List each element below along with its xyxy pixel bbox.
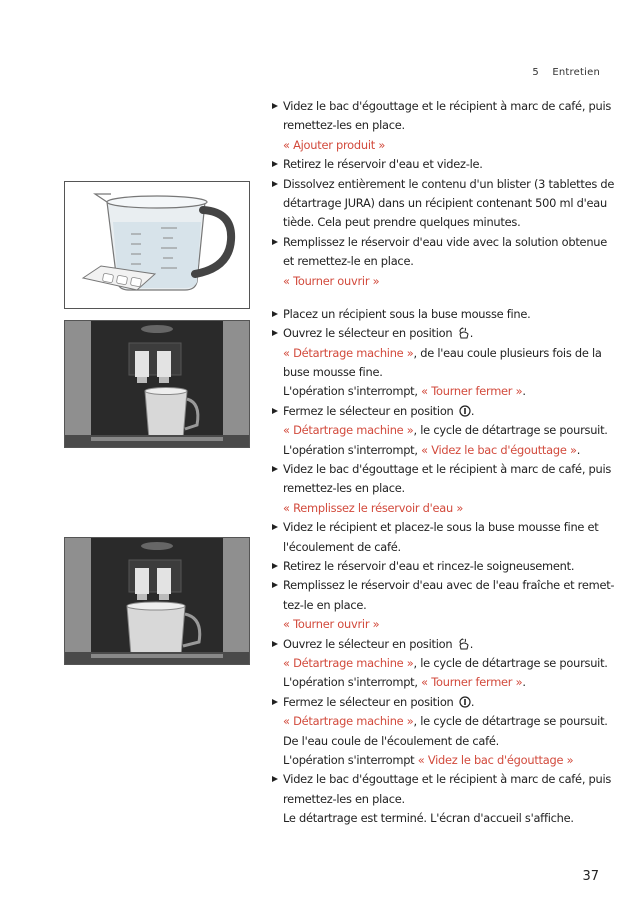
section-gap bbox=[271, 291, 601, 305]
step-text: L'opération s'interrompt bbox=[283, 752, 418, 767]
instruction-steps bbox=[271, 97, 615, 828]
display-message: « Videz le bac d'égouttage » bbox=[417, 752, 574, 767]
step-text: Videz le bac d'égouttage et le récipient à marc de café, puis bbox=[283, 99, 612, 113]
step-text: Videz le bac d'égouttage et le récipient à marc de café, puis bbox=[283, 772, 612, 787]
step-continuation bbox=[271, 116, 601, 135]
step-continuation bbox=[271, 252, 601, 271]
step-continuation bbox=[271, 213, 601, 232]
step-text: Ouvrez le sélecteur en position bbox=[283, 326, 456, 341]
step-text: . bbox=[522, 384, 526, 399]
display-message: « Tourner ouvrir » bbox=[283, 617, 380, 632]
step-text: Remplissez le réservoir d'eau vide avec la solution obtenue bbox=[283, 234, 608, 249]
step-text: Retirez le réservoir d'eau et videz-le. bbox=[283, 157, 483, 172]
bullet-step bbox=[271, 460, 612, 479]
step-text: , le cycle de détartrage se poursuit. bbox=[413, 423, 608, 438]
display-message: « Remplissez le réservoir d'eau » bbox=[283, 500, 464, 515]
step-text: buse mousse fine. bbox=[283, 365, 383, 380]
bullet-step bbox=[271, 770, 612, 789]
bullet-step bbox=[271, 305, 601, 324]
step-continuation bbox=[271, 382, 601, 401]
step-continuation bbox=[271, 790, 601, 809]
section-title: Entretien bbox=[552, 67, 600, 78]
step-continuation bbox=[271, 615, 601, 634]
bullet-step bbox=[271, 97, 612, 116]
step-text: Remplissez le réservoir d'eau avec de l'eau fraîche et remet- bbox=[283, 578, 615, 593]
display-message: « Tourner fermer » bbox=[421, 675, 523, 690]
coffee-machine-illustration bbox=[65, 321, 249, 447]
step-text: remettez-les en place. bbox=[283, 481, 405, 496]
step-continuation bbox=[271, 732, 601, 751]
figure-machine-container-both bbox=[64, 537, 250, 665]
steam-selector-icon bbox=[458, 637, 470, 649]
figure-measuring-jug bbox=[64, 181, 250, 309]
bullet-step bbox=[271, 402, 601, 421]
step-text: Videz le bac d'égouttage et le récipient à marc de café, puis bbox=[283, 462, 612, 477]
chapter-number: 5 bbox=[532, 67, 539, 78]
step-text: , le cycle de détartrage se poursuit. bbox=[413, 714, 608, 729]
step-continuation bbox=[271, 499, 601, 518]
step-continuation bbox=[271, 344, 601, 363]
step-text: remettez-les en place. bbox=[283, 791, 405, 806]
step-continuation bbox=[271, 673, 601, 692]
display-message: « Videz le bac d'égouttage » bbox=[421, 442, 577, 457]
step-continuation bbox=[271, 421, 608, 440]
step-continuation bbox=[271, 194, 607, 213]
step-text: tez-le en place. bbox=[283, 597, 367, 612]
step-text: . bbox=[469, 326, 474, 341]
step-text: Le détartrage est terminé. L'écran d'accueil s'affiche. bbox=[283, 811, 574, 826]
step-text: Dissolvez entièrement le contenu d'un blister (3 tablettes de bbox=[283, 176, 615, 191]
bullet-step bbox=[271, 233, 608, 252]
step-text: . bbox=[470, 694, 475, 709]
step-text: . bbox=[469, 636, 474, 651]
coffee-machine-illustration-2 bbox=[65, 538, 249, 664]
bullet-step bbox=[271, 635, 601, 654]
display-message: « Tourner fermer » bbox=[421, 384, 523, 399]
step-text: L'opération s'interrompt, bbox=[283, 442, 422, 457]
measuring-jug-illustration bbox=[65, 182, 249, 308]
step-text: détartrage JURA) dans un récipient contenant 500 ml d'eau bbox=[283, 195, 607, 210]
step-text: Fermez le sélecteur en position bbox=[283, 403, 457, 418]
figure-machine-container-spout bbox=[64, 320, 250, 448]
step-text: Fermez le sélecteur en position bbox=[283, 694, 457, 709]
step-text: L'opération s'interrompt, bbox=[283, 675, 422, 690]
step-continuation bbox=[271, 272, 601, 291]
bullet-step bbox=[271, 175, 615, 194]
step-text: tiède. Cela peut prendre quelques minutes. bbox=[283, 215, 521, 230]
step-text: Placez un récipient sous la buse mousse fine. bbox=[283, 306, 531, 321]
step-text: . bbox=[576, 442, 581, 457]
step-continuation bbox=[271, 712, 608, 731]
step-continuation bbox=[271, 479, 601, 498]
display-message: « Détartrage machine » bbox=[283, 714, 414, 729]
step-text: , de l'eau coule plusieurs fois de la bbox=[413, 345, 602, 360]
step-continuation bbox=[271, 809, 601, 828]
display-message: « Détartrage machine » bbox=[283, 655, 414, 670]
step-continuation bbox=[271, 654, 608, 673]
bullet-step bbox=[271, 693, 601, 712]
display-message: « Tourner ouvrir » bbox=[283, 273, 380, 288]
step-continuation bbox=[271, 363, 601, 382]
bullet-step bbox=[271, 518, 601, 537]
step-text: et remettez-le en place. bbox=[283, 254, 414, 269]
page-header bbox=[532, 67, 600, 78]
steam-selector-icon bbox=[458, 326, 470, 338]
step-text: remettez-les en place. bbox=[283, 118, 405, 133]
step-text: De l'eau coule de l'écoulement de café. bbox=[283, 733, 499, 748]
step-text: . bbox=[470, 403, 475, 418]
step-text: l'écoulement de café. bbox=[283, 539, 401, 554]
step-text: . bbox=[522, 675, 526, 690]
step-continuation bbox=[271, 596, 601, 615]
display-message: « Détartrage machine » bbox=[283, 423, 414, 438]
step-text: L'opération s'interrompt, bbox=[283, 384, 422, 399]
bullet-step bbox=[271, 324, 601, 343]
step-continuation bbox=[271, 751, 601, 770]
display-message: « Détartrage machine » bbox=[283, 345, 414, 360]
step-text: Videz le récipient et placez-le sous la buse mousse fine et bbox=[283, 520, 599, 535]
step-text: , le cycle de détartrage se poursuit. bbox=[413, 655, 608, 670]
step-continuation bbox=[271, 538, 601, 557]
step-continuation bbox=[271, 441, 601, 460]
bullet-step bbox=[271, 557, 601, 576]
closed-selector-icon bbox=[459, 404, 471, 416]
step-text: Retirez le réservoir d'eau et rincez-le soigneusement. bbox=[283, 558, 575, 573]
step-continuation bbox=[271, 136, 601, 155]
closed-selector-icon bbox=[459, 695, 471, 707]
bullet-step bbox=[271, 155, 601, 174]
display-message: « Ajouter produit » bbox=[283, 137, 386, 152]
step-text: Ouvrez le sélecteur en position bbox=[283, 636, 456, 651]
page-number: 37 bbox=[582, 869, 599, 884]
bullet-step bbox=[271, 576, 615, 595]
